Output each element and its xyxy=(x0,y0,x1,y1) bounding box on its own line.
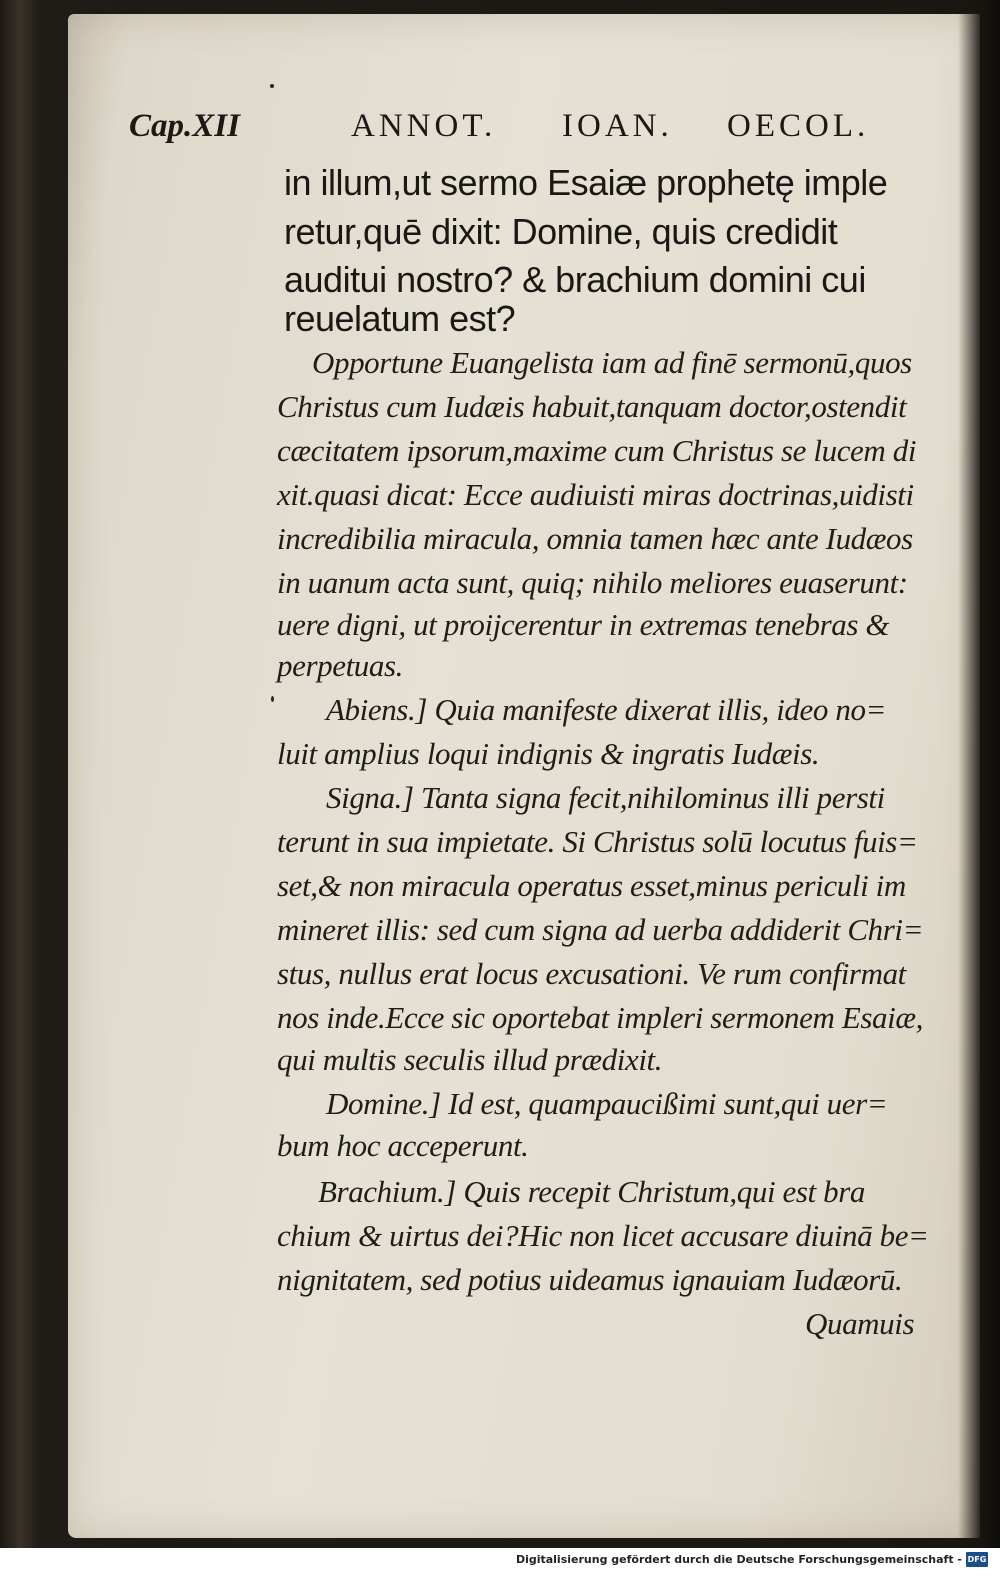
commentary-line: perpetuas. xyxy=(277,648,404,683)
running-header xyxy=(129,108,889,152)
commentary-line: nos inde.Ecce sic oportebat impleri sermonem Esaiæ, xyxy=(277,1000,923,1035)
commentary-line: Signa.] Tanta signa fecit,nihilominus illi persti xyxy=(326,780,885,815)
running-title-ioan: IOAN. xyxy=(562,108,673,144)
commentary-line: xit.quasi dicat: Ecce audiuisti miras doctrinas,uidisti xyxy=(277,477,914,512)
commentary-line: chium & uirtus dei?Hic non licet accusare diuinā be= xyxy=(277,1218,929,1253)
ink-mark xyxy=(271,696,274,702)
commentary-line: Abiens.] Quia manifeste dixerat illis, ideo no= xyxy=(326,692,887,727)
commentary-line: Christus cum Iudæis habuit,tanquam doctor,ostendit xyxy=(277,389,907,424)
funding-credit: Digitalisierung gefördert durch die Deutsche Forschungsgemeinschaft - xyxy=(515,1553,962,1566)
catchword: Quamuis xyxy=(805,1306,915,1341)
commentary-line: set,& non miracula operatus esset,minus periculi im xyxy=(277,868,906,903)
dfg-logo-icon: DFG xyxy=(966,1552,988,1567)
commentary-line: nignitatem, sed potius uideamus ignauiam Iudæorū. xyxy=(277,1262,903,1297)
commentary-line: Domine.] Id est, quampaucißimi sunt,qui uer= xyxy=(326,1086,888,1121)
scripture-line: in illum,ut sermo Esaiæ prophetę imple xyxy=(284,162,888,203)
commentary-line: luit amplius loqui indignis & ingratis Iudæis. xyxy=(277,736,820,771)
commentary-line: mineret illis: sed cum signa ad uerba addiderit Chri= xyxy=(277,912,924,947)
scripture-line: reuelatum est? xyxy=(284,298,516,339)
commentary-line: Brachium.] Quis recepit Christum,qui est bra xyxy=(318,1174,865,1209)
commentary-line: uere digni, ut proijcerentur in extremas tenebras & xyxy=(277,607,890,642)
running-title-oecol: OECOL. xyxy=(727,108,870,144)
chapter-label: Cap.XII xyxy=(129,108,240,144)
commentary-line: Opportune Euangelista iam ad finē sermonū,quos xyxy=(312,345,912,380)
commentary-line: stus, nullus erat locus excusationi. Ve rum confirmat xyxy=(277,956,906,991)
spine-shadow xyxy=(958,0,1000,1548)
running-title-annot: ANNOT. xyxy=(351,108,497,144)
scripture-line: retur,quē dixit: Domine, quis credidit xyxy=(284,211,838,252)
commentary-line: bum hoc acceperunt. xyxy=(277,1128,529,1163)
commentary-line: qui multis seculis illud prædixit. xyxy=(277,1042,663,1077)
commentary-line: in uanum acta sunt, quiq; nihilo meliores euaserunt: xyxy=(277,565,908,600)
commentary-line: terunt in sua impietate. Si Christus solū locutus fuis= xyxy=(277,824,918,859)
commentary-line: cæcitatem ipsorum,maxime cum Christus se lucem di xyxy=(277,433,917,468)
scripture-line: auditui nostro? & brachium domini cui xyxy=(284,259,866,300)
ink-dot xyxy=(270,84,274,88)
commentary-line: incredibilia miracula, omnia tamen hæc ante Iudæos xyxy=(277,521,913,556)
